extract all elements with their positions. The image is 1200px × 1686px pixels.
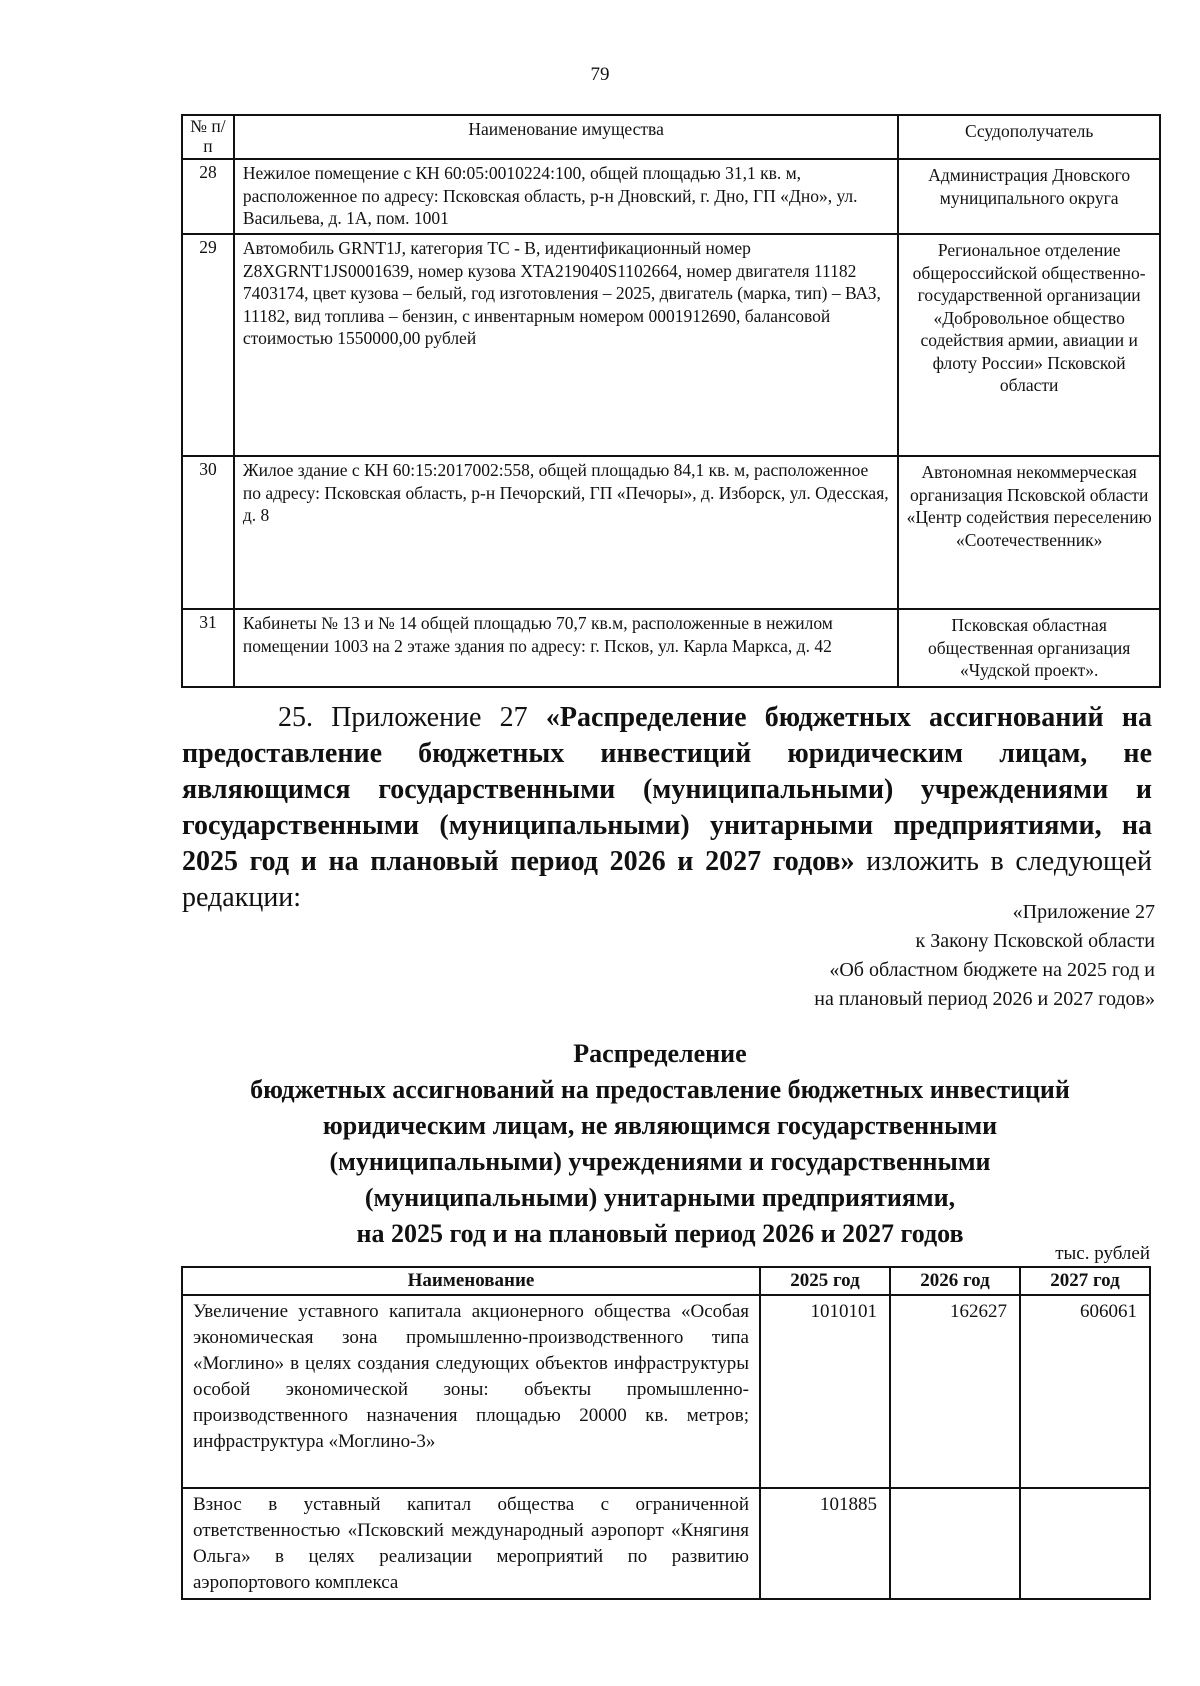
- table-row: [182, 234, 1160, 456]
- row-value-2026: [890, 1488, 1020, 1599]
- row-recipient: Автономная некоммерческая организация Псковской области «Центр содействия переселению «Соотечественник»: [898, 456, 1160, 609]
- table-row: [182, 159, 1160, 234]
- paragraph-appendix-title: «Распределение бюджетных ассигнований на предоставление бюджетных инвестиций юридическим лицам, не являющимся государственными (муниципальными) учреждениями и государственными (муниципальными) унитарными предприятиями, на 2025 год и на плановый период 2026 и 2027 годов»: [182, 702, 1153, 877]
- property-table-header: [182, 115, 1160, 159]
- table-row: [182, 1488, 1150, 1599]
- row-name: Взнос в уставный капитал общества с ограниченной ответственностью «Псковский международный аэропорт «Княгиня Ольга» в целях реализации мероприятий по развитию аэропортового комплекса: [182, 1488, 760, 1599]
- row-name: Увеличение уставного капитала акционерного общества «Особая экономическая зона промышленно-производственного типа «Моглино» в целях создания следующих объектов инфраструктуры особой экономической зоны: объекты промышленно-производственного назначения площадью 20000 кв. метров; инфраструктура «Моглино-3»: [182, 1295, 760, 1488]
- row-num: 31: [182, 609, 234, 687]
- table-row: [182, 609, 1160, 687]
- paragraph-tail: изложить в следующей редакции:: [182, 846, 1152, 913]
- title-line: (муниципальными) унитарными предприятиями,: [364, 1183, 956, 1212]
- amendment-paragraph: [182, 700, 1152, 916]
- title-line: юридическим лицам, не являющимся государственными: [322, 1111, 998, 1140]
- table-row: [182, 456, 1160, 609]
- page-number: 79: [590, 64, 610, 85]
- header-name: Наименование: [182, 1267, 760, 1295]
- row-recipient: Администрация Дновского муниципального округа: [898, 159, 1160, 234]
- row-value-2027: 606061: [1020, 1295, 1150, 1488]
- appendix-line: «Приложение 27: [1012, 901, 1155, 923]
- title-line: бюджетных ассигнований на предоставление бюджетных инвестиций: [250, 1075, 1070, 1104]
- appendix-line: «Об областном бюджете на 2025 год и: [829, 959, 1155, 981]
- row-recipient: Региональное отделение общероссийской общественно-государственной организации «Добровольное общество содействия армии, авиации и флоту России» Псковской области: [898, 234, 1160, 456]
- header-2026: 2026 год: [890, 1267, 1020, 1295]
- row-property-name: Жилое здание с КН 60:15:2017002:558, общей площадью 84,1 кв. м, расположенное по адресу: Псковская область, р-н Печорский, ГП «Печоры», д. Изборск, ул. Одесская, д. 8: [234, 456, 898, 609]
- appendix-line: на плановый период 2026 и 2027 годов»: [814, 988, 1155, 1010]
- header-name: Наименование имущества: [234, 115, 898, 159]
- header-2027: 2027 год: [1020, 1267, 1150, 1295]
- budget-table-header: [182, 1267, 1150, 1295]
- document-title: [160, 1036, 1160, 1252]
- header-num: № п/п: [182, 115, 234, 159]
- title-line: на 2025 год и на плановый период 2026 и 2027 годов: [356, 1219, 964, 1248]
- row-value-2025: 101885: [760, 1488, 890, 1599]
- row-num: 30: [182, 456, 234, 609]
- row-recipient: Псковская областная общественная организация «Чудской проект».: [898, 609, 1160, 687]
- units-label: тыс. рублей: [1055, 1243, 1150, 1264]
- row-value-2026: 162627: [890, 1295, 1020, 1488]
- row-property-name: Автомобиль GRNT1J, категория ТС - В, идентификационный номер Z8XGRNT1JS0001639, номер кузова XTA219040S1102664, номер двигателя 11182 7403174, цвет кузова – белый, год изготовления – 2025, двигатель (марка, тип) – ВАЗ, 11182, вид топлива – бензин, с инвентарным номером 0001912690, балансовой стоимостью 1550000,00 рублей: [234, 234, 898, 456]
- appendix-line: к Закону Псковской области: [915, 930, 1155, 952]
- row-property-name: Нежилое помещение с КН 60:05:0010224:100, общей площадью 31,1 кв. м, расположенное по адресу: Псковская область, р-н Дновский, г. Дно, ГП «Дно», ул. Васильева, д. 1А, пом. 1001: [234, 159, 898, 234]
- row-value-2025: 1010101: [760, 1295, 890, 1488]
- row-num: 28: [182, 159, 234, 234]
- table-row: [182, 1295, 1150, 1488]
- row-property-name: Кабинеты № 13 и № 14 общей площадью 70,7 кв.м, расположенные в нежилом помещении 1003 на 2 этаже здания по адресу: г. Псков, ул. Карла Маркса, д. 42: [234, 609, 898, 687]
- budget-table: [181, 1266, 1151, 1600]
- paragraph-lead: 25. Приложение 27: [278, 702, 546, 733]
- property-table: [181, 114, 1161, 688]
- title-line: (муниципальными) учреждениями и государственными: [329, 1147, 991, 1176]
- header-2025: 2025 год: [760, 1267, 890, 1295]
- row-num: 29: [182, 234, 234, 456]
- header-recipient: Ссудополучатель: [898, 115, 1160, 159]
- row-value-2027: [1020, 1488, 1150, 1599]
- title-line: Распределение: [573, 1039, 747, 1068]
- appendix-reference: [600, 898, 1155, 1014]
